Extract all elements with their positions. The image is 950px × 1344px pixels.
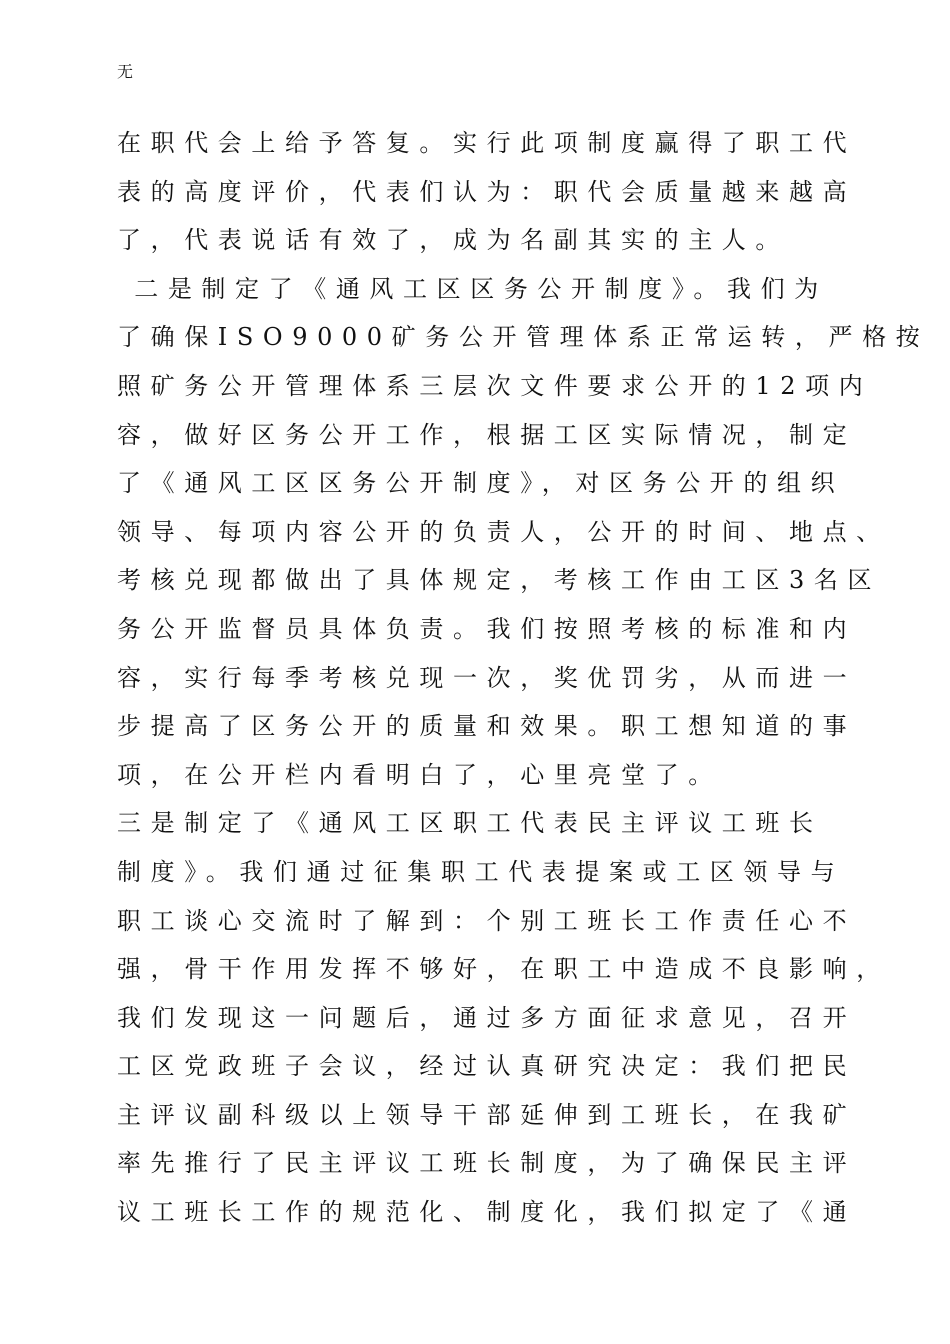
text-line: 我们发现这一问题后，通过多方面征求意见，召开 [117,1003,857,1032]
text-line: 容，实行每季考核兑现一次，奖优罚劣，从而进一 [117,663,857,692]
text-line: 在职代会上给予答复。实行此项制度赢得了职工代 [117,129,857,157]
text-line: 强，骨干作用发挥不够好，在职工中造成不良影响， [117,955,890,984]
text-line: 制度》。我们通过征集职工代表提案或工区领导与 [117,857,845,886]
text-line: 照矿务公开管理体系三层次文件要求公开的12项内 [117,371,873,400]
text-line: 了，代表说话有效了，成为名副其实的主人。 [117,226,789,255]
paragraph-2 [117,265,930,800]
text-line: 率先推行了民主评议工班长制度，为了确保民主评 [117,1149,857,1178]
text-line: 表的高度评价，代表们认为：职代会质量越来越高 [117,177,857,206]
text-line: 了《通风工区区务公开制度》，对区务公开的组织 [117,469,845,498]
document-body [117,119,930,1237]
text-line: 工区党政班子会议，经过认真研究决定：我们把民 [117,1052,857,1081]
text-line: 议工班长工作的规范化、制度化，我们拟定了《通 [117,1198,857,1227]
text-line: 步提高了区务公开的质量和效果。职工想知道的事 [117,712,857,741]
text-line: 项，在公开栏内看明白了，心里亮堂了。 [117,760,722,789]
paragraph-1 [117,119,877,265]
paragraph-3 [117,799,890,1236]
text-line: 二是制定了《通风工区区务公开制度》。我们为 [117,274,828,303]
text-line: 职工谈心交流时了解到：个别工班长工作责任心不 [117,906,857,935]
text-line: 主评议副科级以上领导干部延伸到工班长，在我矿 [117,1100,857,1129]
text-line: 容，做好区务公开工作，根据工区实际情况，制定 [117,420,857,449]
text-line: 了确保ISO9000矿务公开管理体系正常运转，严格按 [117,323,930,352]
text-line: 领导、每项内容公开的负责人，公开的时间、地点、 [117,517,890,546]
text-line: 务公开监督员具体负责。我们按照考核的标准和内 [117,614,857,643]
text-line: 考核兑现都做出了具体规定，考核工作由工区3名区 [117,566,882,595]
text-line: 三是制定了《通风工区职工代表民主评议工班长 [117,809,823,838]
page-header: 无 [117,62,134,81]
